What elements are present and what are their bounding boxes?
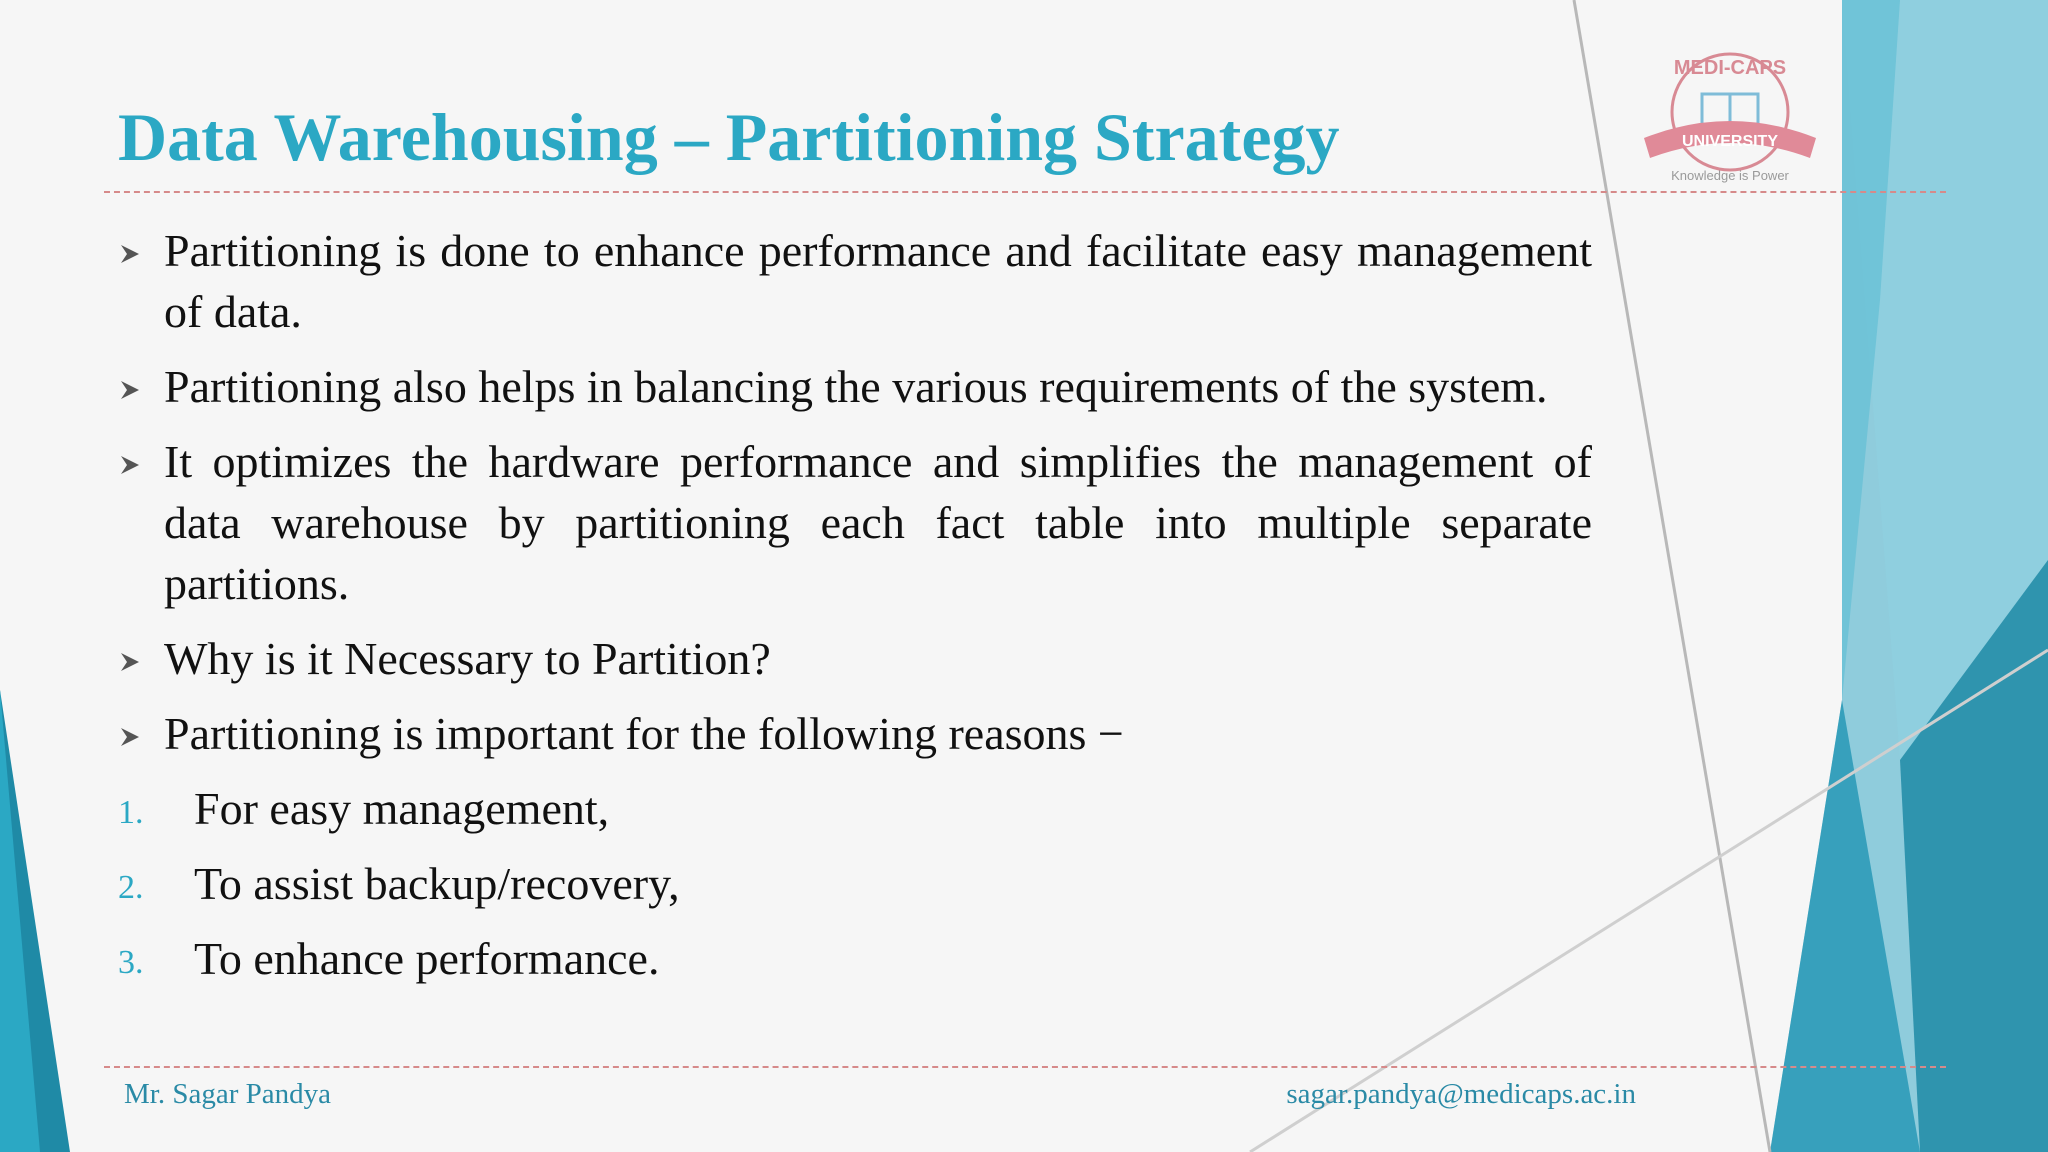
item-text: For easy management,	[194, 783, 610, 834]
bullet-text: Why is it Necessary to Partition?	[164, 633, 771, 684]
slide-content	[118, 220, 1592, 1003]
bullet-text: Partitioning also helps in balancing the various requirements of the system.	[164, 361, 1548, 412]
bullet-item	[118, 220, 1592, 342]
arrow-bullet-icon	[118, 725, 142, 749]
arrow-bullet-icon	[118, 242, 142, 266]
slide-title: Data Warehousing – Partitioning Strategy	[118, 99, 1340, 175]
university-logo	[1624, 34, 1836, 194]
item-number: 2.	[118, 869, 144, 906]
item-number: 1.	[118, 794, 144, 831]
bullet-item	[118, 628, 1592, 689]
bullet-text: It optimizes the hardware performance and simplifies the management of data warehouse by partitioning each fact table into multiple separate partitions.	[164, 436, 1592, 609]
arrow-bullet-icon	[118, 453, 142, 477]
numbered-item	[118, 778, 1592, 839]
footer-email: sagar.pandya@medicaps.ac.in	[1286, 1078, 1636, 1110]
arrow-bullet-icon	[118, 650, 142, 674]
footer-divider	[104, 1066, 1946, 1068]
numbered-item	[118, 928, 1592, 989]
item-text: To assist backup/recovery,	[194, 858, 680, 909]
bullet-item	[118, 431, 1592, 614]
numbered-item	[118, 853, 1592, 914]
item-text: To enhance performance.	[194, 933, 660, 984]
bullet-text: Partitioning is important for the following reasons −	[164, 708, 1124, 759]
footer-author: Mr. Sagar Pandya	[124, 1078, 331, 1110]
logo-top-text: MEDI-CAPS	[1673, 57, 1787, 79]
bullet-text: Partitioning is done to enhance performance and facilitate easy management of data.	[164, 225, 1592, 337]
logo-ribbon-text: UNIVERSITY	[1681, 133, 1779, 150]
bullet-item	[118, 356, 1592, 417]
logo-tagline: Knowledge is Power	[1671, 168, 1789, 183]
item-number: 3.	[118, 944, 144, 981]
title-divider	[104, 191, 1946, 193]
bullet-item	[118, 703, 1592, 764]
arrow-bullet-icon	[118, 378, 142, 402]
